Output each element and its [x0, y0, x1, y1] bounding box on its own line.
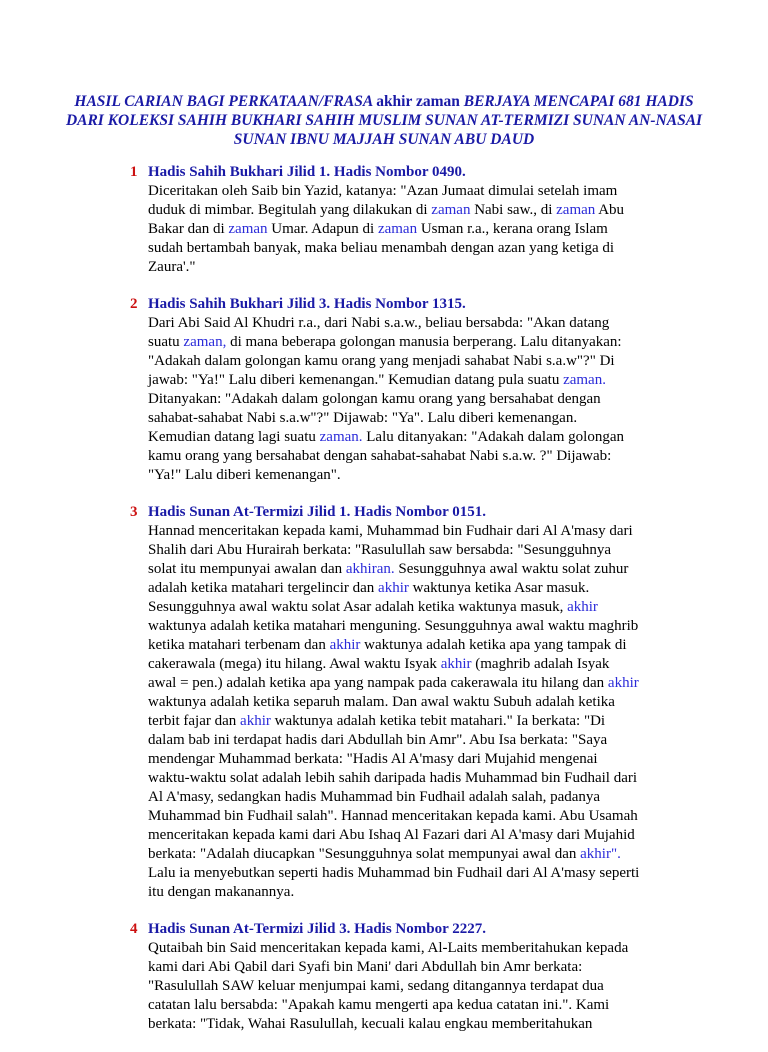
result-body: [148, 939, 640, 1034]
result-body: [148, 314, 640, 485]
body-text: waktunya adalah ketika apa yang tampak di cakerawala (mega) itu hilang. Awal waktu Isyak: [148, 637, 627, 672]
highlighted-term: zaman: [556, 202, 596, 218]
result-number: 3: [130, 504, 138, 520]
result-title: Hadis Sunan At-Termizi Jilid 1. Hadis Nombor 0151.: [148, 504, 486, 520]
result-item: [120, 503, 640, 902]
body-text: Sesungguhnya awal waktu solat zuhur adalah ketika matahari tergelincir dan: [148, 561, 629, 596]
body-text: waktunya adalah ketika matahari menguning. Sesungguhnya awal waktu maghrib ketika matahari terbenam dan: [148, 618, 639, 653]
body-text: Umar. Adapun di: [267, 221, 378, 237]
highlighted-term: akhir".: [580, 846, 621, 862]
highlighted-term: akhir: [567, 599, 598, 615]
body-text: Usman r.a., kerana orang Islam sudah bertambah banyak, maka beliau menambah dengan azan yang ketiga di Zaura'.": [148, 221, 615, 275]
body-text: Qutaibah bin Said menceritakan kepada kami, Al-Laits memberitahukan kepada kami dari Abi Qabil dari Syafi bin Mani' dari Abdullah bin Amr berkata: "Rasulullah SAW keluar menjumpai kami, sedang ditangannya terdapat dua catatan lalu bersabda: "Apakah kamu mengerti apa kedua catatan ini.". Kami berkata: "Tidak, Wahai Rasulullah, kecuali kalau engkau memberitahukan: [148, 940, 629, 1032]
highlighted-term: akhir: [329, 637, 361, 653]
heading-prefix: HASIL CARIAN BAGI PERKATAAN/FRASA: [74, 93, 373, 110]
highlighted-term: akhir: [378, 580, 409, 596]
result-title: Hadis Sunan At-Termizi Jilid 3. Hadis Nombor 2227.: [148, 921, 486, 937]
body-text: di mana beberapa golongan manusia berperang. Lalu ditanyakan: "Adakah dalam golongan kamu orang yang menjadi sahabat Nabi s.a.w"?" Di jawab: "Ya!" Lalu diberi kemenangan." Kemudian datang pula suatu: [148, 334, 622, 388]
result-body: [148, 182, 640, 277]
highlighted-term: zaman: [228, 221, 268, 237]
highlighted-term: akhir: [607, 675, 639, 691]
result-title: Hadis Sahih Bukhari Jilid 3. Hadis Nombor 1315.: [148, 296, 466, 312]
body-text: Hannad menceritakan kepada kami, Muhammad bin Fudhair dari Al A'masy dari Shalih dari Abu Hurairah berkata: "Rasulullah saw bersabda: "Sesungguhnya solat itu mempunyai awalan dan: [148, 523, 633, 577]
body-text: Abu Bakar dan di: [148, 202, 625, 237]
body-text: Ditanyakan: "Adakah dalam golongan kamu orang yang bersahabat dengan sahabat-sahabat Nabi s.a.w"?" Dijawab: "Ya". Lalu diberi kemenangan. Kemudian datang lagi suatu: [148, 391, 601, 445]
body-text: waktunya adalah ketika tebit matahari." Ia berkata: "Di dalam bab ini terdapat hadis dari Abdullah bin Amr". Abu Isa berkata: "Saya mendengar Muhammad berkata: "Hadis Al A'masy dari Mujahid mengenai waktu-waktu solat adalah lebih sahih daripada hadis Muhammad bin Fudhail dari Al A'masy, sedangkan hadis Muhammad bin Fudhail adalah salah, padanya Muhammad bin Fudhail salah". Hannad menceritakan kepada kami. Abu Usamah menceritakan kepada kami dari Abu Ishaq Al Fazari dari Al A'masy dari Mujahid berkata: "Adalah diucapkan "Sesungguhnya solat mempunyai awal dan: [148, 713, 638, 862]
result-item: [120, 920, 640, 1034]
body-text: (maghrib adalah Isyak awal = pen.) adalah ketika apa yang nampak pada cakerawala itu hilang dan: [148, 656, 610, 691]
result-title: Hadis Sahih Bukhari Jilid 1. Hadis Nombor 0490.: [148, 164, 466, 180]
result-number: 2: [130, 296, 138, 312]
highlighted-term: zaman,: [183, 334, 227, 350]
body-text: Lalu ia menyebutkan seperti hadis Muhammad bin Fudhail dari Al A'masy seperti itu dengan makanannya.: [148, 865, 640, 900]
result-body: [148, 522, 640, 902]
results-list: [120, 163, 640, 1052]
body-text: Nabi saw., di: [470, 202, 557, 218]
result-number: 4: [130, 921, 138, 937]
highlighted-term: akhiran.: [345, 561, 395, 577]
body-text: Diceritakan oleh Saib bin Yazid, katanya: "Azan Jumaat dimulai setelah imam duduk di mimbar. Begitulah yang dilakukan di: [148, 183, 618, 218]
highlighted-term: zaman.: [563, 372, 606, 388]
highlighted-term: zaman: [377, 221, 418, 237]
body-text: Dari Abi Said Al Khudri r.a., dari Nabi s.a.w., beliau bersabda: "Akan datang suatu: [148, 315, 610, 350]
body-text: Lalu ditanyakan: "Adakah dalam golongan kamu orang yang bersahabat dengan sahabat-sahabat Nabi s.a.w. ?" Dijawab: "Ya!" Lalu diberi kemenangan".: [148, 429, 624, 483]
result-number: 1: [130, 164, 138, 180]
body-text: waktunya adalah ketika separuh malam. Dan awal waktu Subuh adalah ketika terbit fajar dan: [148, 694, 615, 729]
body-text: waktunya ketika Asar masuk. Sesungguhnya awal waktu solat Asar adalah ketika waktunya masuk,: [148, 580, 590, 615]
highlighted-term: zaman.: [319, 429, 363, 445]
search-term: akhir zaman: [376, 93, 460, 110]
highlighted-term: akhir: [440, 656, 472, 672]
highlighted-term: zaman: [431, 202, 471, 218]
result-item: [120, 295, 640, 485]
heading-suffix: BERJAYA MENCAPAI 681 HADIS DARI KOLEKSI SAHIH BUKHARI SAHIH MUSLIM SUNAN AT-TERMIZI SUNAN AN-NASAI SUNAN IBNU MAJJAH SUNAN ABU DAUD: [65, 93, 703, 148]
search-result-heading: [60, 92, 708, 149]
result-item: [120, 163, 640, 277]
highlighted-term: akhir: [240, 713, 271, 729]
